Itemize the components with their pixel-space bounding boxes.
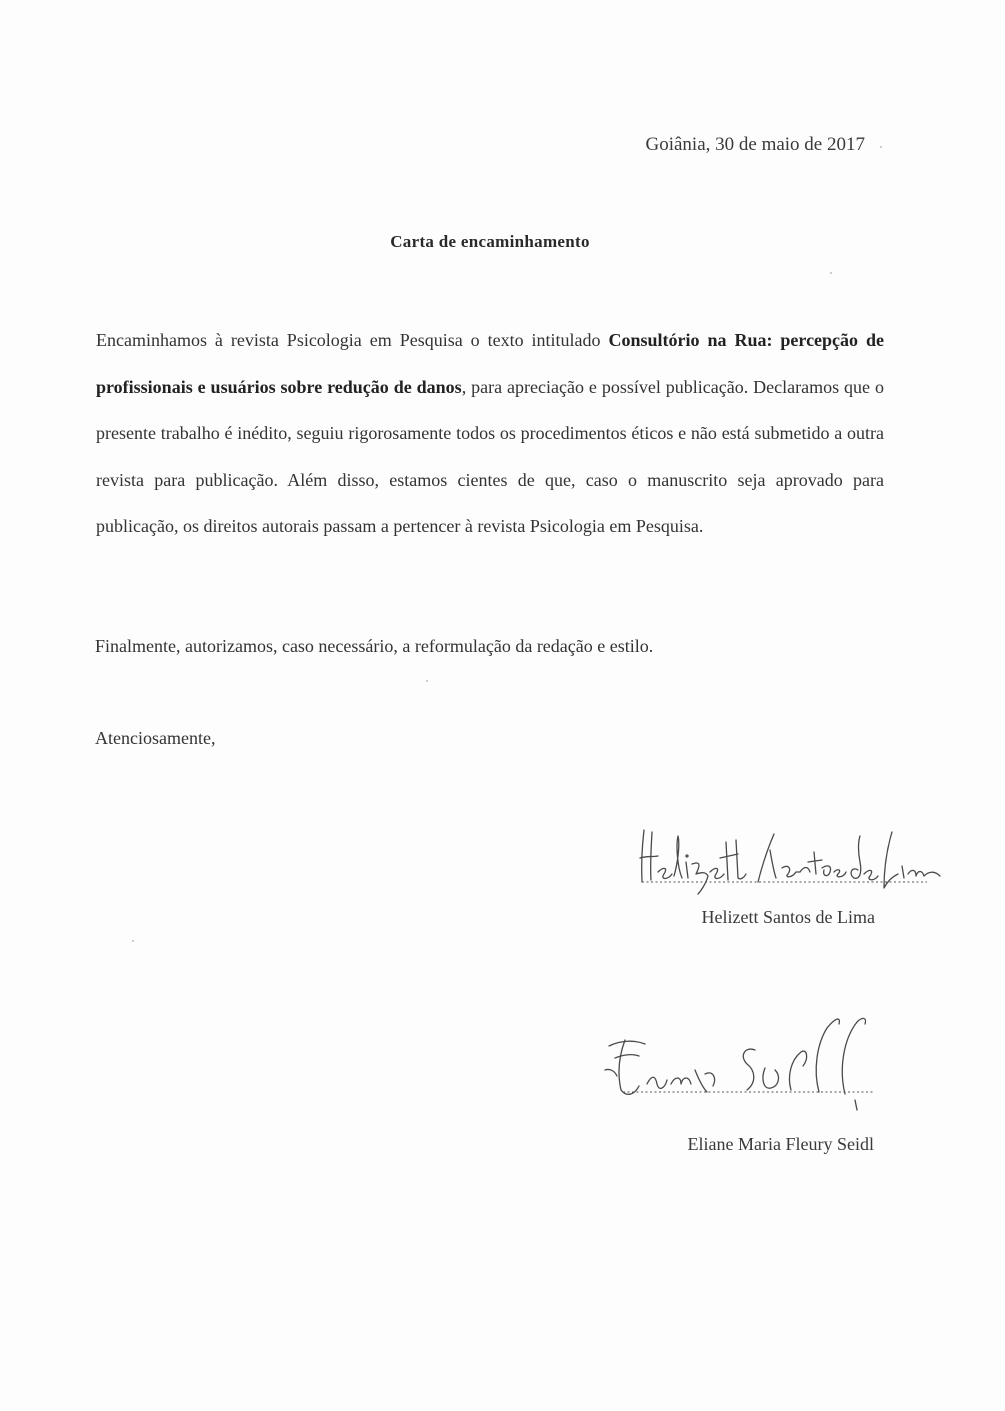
article-title: Consultório na Rua: percepção de profissionais e usuários sobre redução de danos [96,330,885,397]
paragraph-intro: Encaminhamos à revista Psicologia em Pesquisa o texto intitulado [96,330,609,350]
letter-final-paragraph: Finalmente, autorizamos, caso necessário, a reformulação da redação e estilo. [95,636,654,656]
signature-helizett [622,822,882,902]
letter-body-paragraph [96,317,884,550]
handwritten-signature-icon [595,1010,885,1120]
scan-speck [426,680,428,682]
scan-speck [132,940,134,942]
letter-title: Carta de encaminhamento [390,232,590,251]
scan-speck [880,146,882,148]
letter-date: Goiânia, 30 de maio de 2017 [645,134,865,155]
signature-eliane [595,1010,855,1120]
signatory-name-2: Eliane Maria Fleury Seidl [687,1134,874,1154]
scan-speck [830,272,832,274]
handwritten-signature-icon [622,822,942,902]
signatory-name-1: Helizett Santos de Lima [701,907,875,927]
letter-closing: Atenciosamente, [95,728,216,748]
paragraph-rest: , para apreciação e possível publicação. Declaramos que o presente trabalho é inédito, seguiu rigorosamente todos os procedimentos éticos e não está submetido a outra revista para publicação. Além disso, estamos cientes de que, caso o manuscrito seja aprovado para publicação, os direitos autorais passam a pertencer à revista Psicologia em Pesquisa. [96,376,884,536]
